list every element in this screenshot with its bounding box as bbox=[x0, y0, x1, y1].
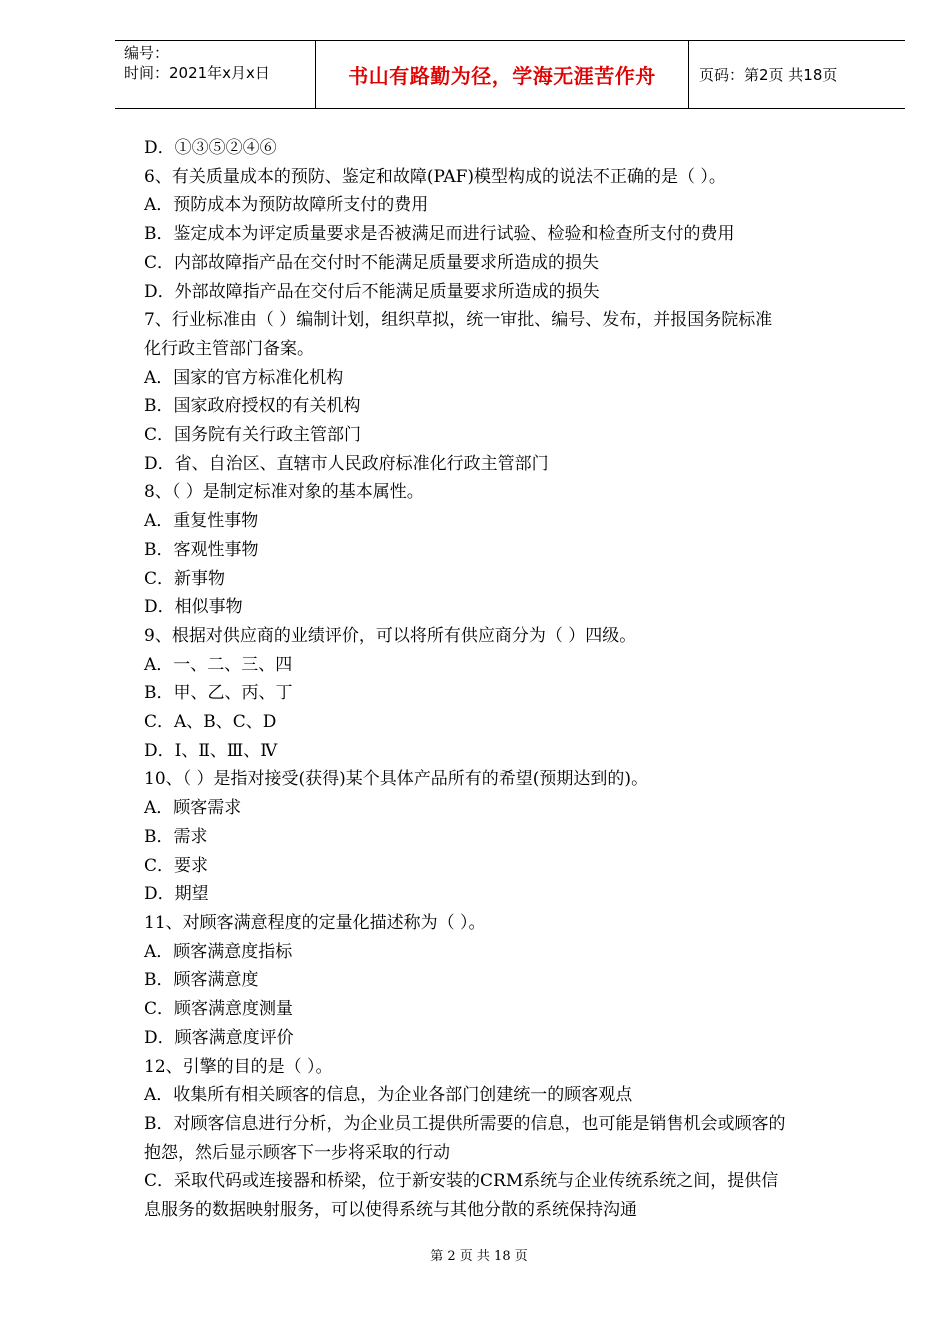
option-line: D．顾客满意度评价 bbox=[144, 1027, 294, 1048]
option-line: B．需求 bbox=[144, 826, 208, 847]
number-label: 编号： bbox=[124, 44, 170, 62]
question-11: 11、对顾客满意程度的定量化描述称为（ ）。 bbox=[144, 912, 486, 933]
question-8: 8、（ ）是制定标准对象的基本属性。 bbox=[144, 482, 424, 503]
option-line: C．要求 bbox=[144, 855, 209, 876]
option-line: D．期望 bbox=[144, 884, 209, 905]
option-line: C．内部故障指产品在交付时不能满足质量要求所造成的损失 bbox=[144, 252, 600, 273]
option-line: D．外部故障指产品在交付后不能满足质量要求所造成的损失 bbox=[144, 281, 600, 302]
option-line: C．国务院有关行政主管部门 bbox=[144, 425, 362, 446]
question-12: 12、引擎的目的是（ ）。 bbox=[144, 1056, 333, 1077]
option-line: B．国家政府授权的有关机构 bbox=[144, 396, 361, 417]
footer-page-label: 第 2 页 共 18 页 bbox=[430, 1249, 528, 1264]
header-page-info-cell bbox=[689, 41, 905, 108]
page-header bbox=[115, 40, 905, 109]
option-line: A．重复性事物 bbox=[144, 511, 259, 532]
option-line: B．对顾客信息进行分析，为企业员工提供所需要的信息，也可能是销售机会或顾客的 bbox=[144, 1113, 786, 1134]
option-line: D．Ⅰ、Ⅱ、Ⅲ、Ⅳ bbox=[144, 740, 278, 761]
option-line: C．采取代码或连接器和桥梁，位于新安装的CRM系统与企业传统系统之间，提供信 bbox=[144, 1171, 779, 1192]
header-motto: 书山有路勤为径，学海无涯苦作舟 bbox=[348, 64, 656, 88]
option-line: A．国家的官方标准化机构 bbox=[144, 367, 344, 388]
option-line: C．A、B、C、D bbox=[144, 712, 277, 733]
question-9: 9、根据对供应商的业绩评价，可以将所有供应商分为（ ）四级。 bbox=[144, 625, 637, 646]
option-line: C．顾客满意度测量 bbox=[144, 999, 294, 1020]
header-page-info: 页码：第2页 共18页 bbox=[699, 66, 838, 84]
option-line: B．顾客满意度 bbox=[144, 970, 259, 991]
option-line: A．一、二、三、四 bbox=[144, 654, 293, 675]
option-line: D．省、自治区、直辖市人民政府标准化行政主管部门 bbox=[144, 453, 549, 474]
page-footer bbox=[0, 1245, 950, 1264]
option-line: A．顾客满意度指标 bbox=[144, 941, 293, 962]
option-line: D．相似事物 bbox=[144, 597, 243, 618]
header-motto-cell bbox=[315, 41, 689, 108]
question-6: 6、有关质量成本的预防、鉴定和故障(PAF)模型构成的说法不正确的是（ ）。 bbox=[144, 166, 726, 187]
document-body bbox=[144, 134, 868, 1225]
option-line-cont: 抱怨，然后显示顾客下一步将采取的行动 bbox=[144, 1142, 450, 1163]
question-7-cont: 化行政主管部门备案。 bbox=[144, 338, 314, 359]
time-label: 时间：2021年x月x日 bbox=[124, 64, 270, 82]
option-line-cont: 息服务的数据映射服务，可以使得系统与其他分散的系统保持沟通 bbox=[144, 1200, 637, 1221]
text-line: D．①③⑤②④⑥ bbox=[144, 138, 277, 158]
option-line: C．新事物 bbox=[144, 568, 226, 589]
question-10: 10、（ ）是指对接受(获得)某个具体产品所有的希望(预期达到的)。 bbox=[144, 769, 649, 790]
option-line: B．客观性事物 bbox=[144, 539, 259, 560]
option-line: B．鉴定成本为评定质量要求是否被满足而进行试验、检验和检查所支付的费用 bbox=[144, 224, 735, 245]
option-line: A．预防成本为预防故障所支付的费用 bbox=[144, 195, 429, 216]
question-7: 7、行业标准由（ ）编制计划，组织草拟，统一审批、编号、发布，并报国务院标准 bbox=[144, 310, 773, 331]
option-line: A．收集所有相关顾客的信息，为企业各部门创建统一的顾客观点 bbox=[144, 1085, 633, 1106]
option-line: A．顾客需求 bbox=[144, 798, 242, 819]
header-meta bbox=[115, 41, 315, 108]
option-line: B．甲、乙、丙、丁 bbox=[144, 683, 293, 704]
